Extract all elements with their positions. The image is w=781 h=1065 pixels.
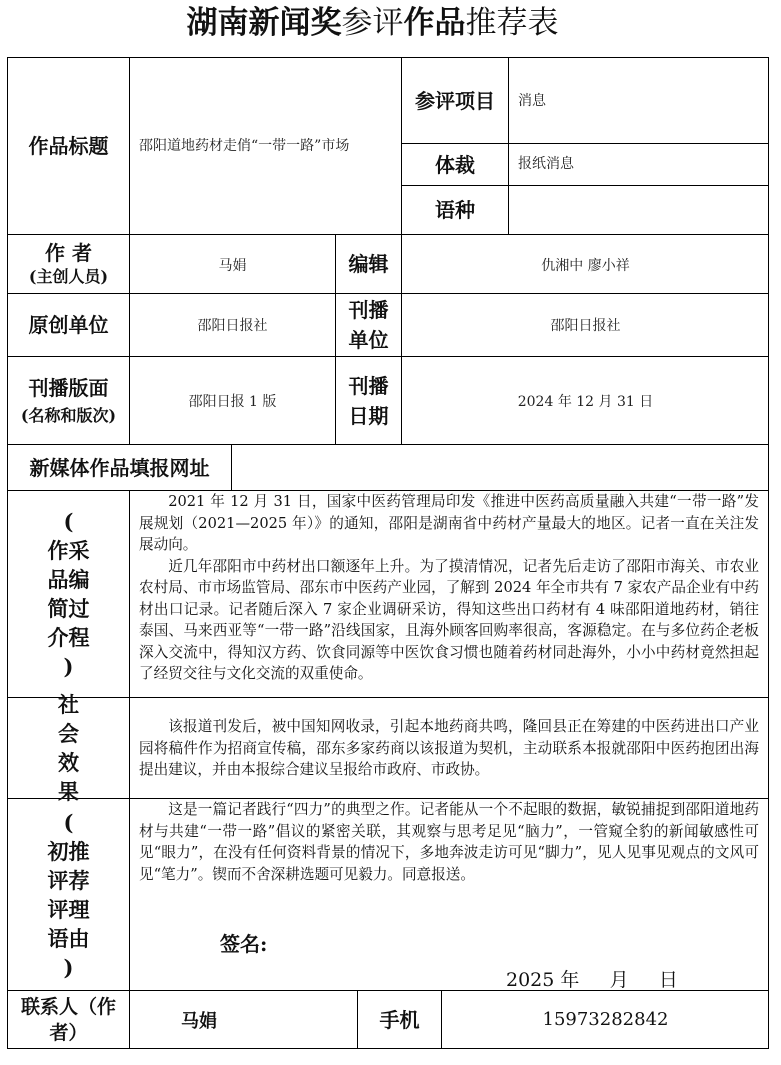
phone-value: 15973282842 [542, 1009, 669, 1030]
genre-label: 体裁 [402, 144, 509, 186]
review-date: 2025 年 月 日 [506, 969, 678, 991]
contact-label: 联系人（作 者） [8, 991, 130, 1048]
publish-unit-value: 邵阳日报社 [402, 294, 769, 357]
social-effect-label: 社 会 效 果 [8, 698, 130, 799]
publish-unit-label: 刊播 单位 [336, 294, 402, 357]
contact-name: 马娟 [130, 991, 358, 1048]
language-label: 语种 [402, 186, 509, 235]
review-label: ( 初推 评荐 评理 语由 ) [8, 799, 130, 991]
review-text: 这是一篇记者践行“四力”的典型之作。记者能从一个不起眼的数据，敏锐捕捉到邵阳道地药材与共建“一带一路”倡议的紧密关联，其观察与思考足见“脑力”，一管窥全豹的新闻敏感性可见“眼力”，在没有任何资料背景的情况下，多地奔波走访可见“脚力”，见人见事见观点的文风可见“笔力”。锲而不舍深耕选题可见毅力。同意报送。 签名: 2025 年 月 日 [130, 799, 769, 991]
phone-label: 手机 [358, 991, 442, 1048]
category-value: 消息 [509, 58, 769, 144]
publish-edition-value: 邵阳日报 1 版 [130, 357, 336, 445]
category-label: 参评项目 [402, 58, 509, 144]
work-title-value: 邵阳道地药材走俏“一带一路”市场 [130, 58, 402, 235]
publish-date-label: 刊播 日期 [336, 357, 402, 445]
sign-label: 签名: [220, 932, 268, 956]
recommendation-form [7, 57, 769, 1049]
work-title-label: 作品标题 [8, 58, 130, 235]
publish-edition-label: 刊播版面 (名称和版次) [8, 357, 130, 445]
editor-value: 仇湘中 廖小祥 [402, 235, 769, 294]
process-text [130, 491, 769, 698]
process-paragraph: 2021 年 12 月 31 日，国家中医药管理局印发《推进中医药高质量融入共建“一带一路”发展规划（2021—2025 年）》的通知，邵阳是湖南省中药材产量最大的地区。记者一直在关注发展动向。 [139, 493, 759, 553]
publish-date-value: 2024 年 12 月 31 日 [402, 357, 769, 445]
process-label: ( 作采 品编 简过 介程 ) [8, 491, 130, 698]
author-label: 作 者 (主创人员) [8, 235, 130, 294]
new-media-url-value [232, 445, 769, 491]
original-unit-label: 原创单位 [8, 294, 130, 357]
page-title: 湖南新闻奖参评作品推荐表 [186, 5, 559, 41]
new-media-url-label: 新媒体作品填报网址 [8, 445, 232, 491]
editor-label: 编辑 [336, 235, 402, 294]
social-effect-text: 该报道刊发后，被中国知网收录，引起本地药商共鸣，隆回县正在筹建的中医药进出口产业园将稿件作为招商宣传稿，邵东多家药商以该报道为契机，主动联系本报就邵阳中医药抱团出海提出建议，并由本报综合建议呈报给市政府、市政协。 [130, 698, 769, 799]
author-value: 马娟 [130, 235, 336, 294]
language-value [509, 186, 769, 235]
original-unit-value: 邵阳日报社 [130, 294, 336, 357]
process-paragraph: 近几年邵阳市中药材出口额逐年上升。为了摸清情况，记者先后走访了邵阳市海关、市农业农村局、市市场监管局、邵东市中医药产业园，了解到 2024 年全市共有 7 家农产品企业有中药材出口记录。记者随后深入 7 家企业调研采访，得知这些出口药材有 4 味邵阳道地药材，销往泰国、马来西亚等“一带一路”沿线国家，且海外顾客回购率很高，客源稳定。在与多位药企老板深入交流中，得知汉方药、饮食同源等中医饮食习惯也随着药材同赴海外，小小中药材竟然担起了经贸交往与文化交流的双重使命。 [139, 557, 759, 682]
genre-value: 报纸消息 [509, 144, 769, 186]
